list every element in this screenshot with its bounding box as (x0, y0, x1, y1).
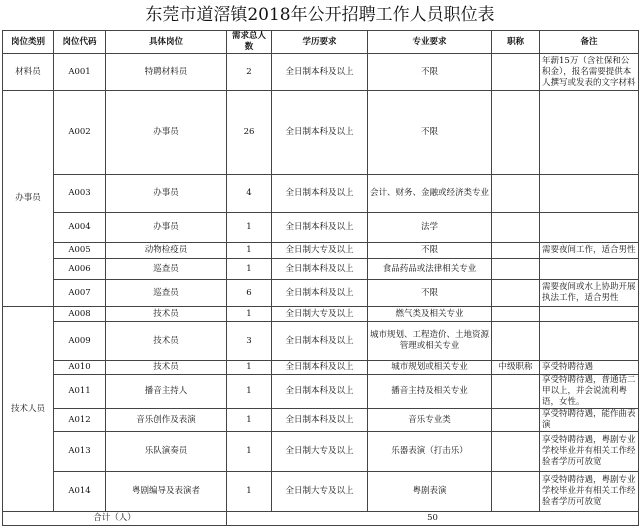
count-cell: 26 (227, 91, 272, 175)
table-row (3, 280, 639, 307)
position-cell: 办事员 (106, 175, 227, 213)
position-cell: 技术员 (106, 361, 227, 375)
code-cell: A011 (54, 375, 106, 409)
rank-cell (492, 175, 540, 213)
rank-cell (492, 280, 540, 307)
table-row (3, 213, 639, 243)
rank-cell (492, 472, 540, 512)
note-cell (540, 322, 639, 361)
position-cell: 巡查员 (106, 259, 227, 280)
major-cell: 不限 (368, 280, 492, 307)
note-cell (540, 259, 639, 280)
header-rank: 职称 (492, 31, 540, 54)
count-cell: 1 (227, 213, 272, 243)
major-cell: 城市规划、工程造价、土地资源管理或相关专业 (368, 322, 492, 361)
header-position: 具体岗位 (106, 31, 227, 54)
table-row (3, 243, 639, 259)
rank-cell (492, 307, 540, 322)
education-cell: 全日制本科及以上 (272, 375, 368, 409)
note-cell (540, 54, 639, 91)
major-cell: 不限 (368, 54, 492, 91)
table-row (3, 307, 639, 322)
position-cell: 粤剧编导及表演者 (106, 472, 227, 512)
code-cell: A007 (54, 280, 106, 307)
count-cell: 3 (227, 322, 272, 361)
page-title: 东莞市道滘镇2018年公开招聘工作人员职位表 (145, 5, 495, 25)
table-header-row (3, 31, 639, 54)
position-cell: 音乐创作及表演 (106, 409, 227, 432)
total-label: 合计（人） (3, 512, 227, 526)
note-cell (540, 91, 639, 175)
education-cell: 全日制本科及以上 (272, 91, 368, 175)
code-cell: A004 (54, 213, 106, 243)
positions-table (2, 30, 639, 526)
rank-cell (492, 259, 540, 280)
note-cell (540, 175, 639, 213)
rank-cell (492, 409, 540, 432)
education-cell: 全日制大专及以上 (272, 472, 368, 512)
code-cell: A005 (54, 243, 106, 259)
education-cell: 全日制本科及以上 (272, 54, 368, 91)
rank-cell (492, 375, 540, 409)
education-cell: 全日制本科及以上 (272, 259, 368, 280)
education-cell: 全日制本科及以上 (272, 175, 368, 213)
major-cell: 播音主持及相关专业 (368, 375, 492, 409)
education-cell: 全日制大专及以上 (272, 432, 368, 472)
education-cell: 全日制大专及以上 (272, 243, 368, 259)
count-cell: 1 (227, 432, 272, 472)
position-cell: 办事员 (106, 213, 227, 243)
code-cell: A010 (54, 361, 106, 375)
education-cell: 全日制本科及以上 (272, 213, 368, 243)
education-cell: 全日制大专及以上 (272, 307, 368, 322)
education-cell: 全日制本科及以上 (272, 361, 368, 375)
code-cell: A002 (54, 91, 106, 175)
count-cell: 1 (227, 307, 272, 322)
header-education: 学历要求 (272, 31, 368, 54)
education-cell: 全日制本科及以上 (272, 280, 368, 307)
position-cell: 办事员 (106, 91, 227, 175)
rank-cell (492, 243, 540, 259)
major-cell: 法学 (368, 213, 492, 243)
header-major: 专业要求 (368, 31, 492, 54)
count-cell: 2 (227, 54, 272, 91)
note-cell (540, 213, 639, 243)
note-cell: 需要夜间工作，适合男性 (540, 243, 639, 259)
major-cell: 不限 (368, 91, 492, 175)
note-cell: 享受特聘待遇 (540, 361, 639, 375)
code-cell: A013 (54, 432, 106, 472)
total-value: 50 (227, 512, 639, 526)
count-cell: 1 (227, 361, 272, 375)
code-cell: A001 (54, 54, 106, 91)
major-cell: 音乐专业类 (368, 409, 492, 432)
note-text: 年薪15万（含社保和公积金），报名需要提供本人撰写或发表的文字材料 (542, 56, 636, 88)
education-cell: 全日制本科及以上 (272, 409, 368, 432)
table-row (3, 175, 639, 213)
header-count: 需求总人数 (227, 31, 272, 54)
count-cell: 1 (227, 259, 272, 280)
rank-cell: 中级职称 (492, 361, 540, 375)
count-cell: 1 (227, 472, 272, 512)
table-row (3, 259, 639, 280)
position-cell: 动物检疫员 (106, 243, 227, 259)
major-cell: 燃气类及相关专业 (368, 307, 492, 322)
note-cell: 享受特聘待遇，普通话二甲以上，并会说流利粤语，女性。 (540, 375, 639, 409)
count-cell: 1 (227, 243, 272, 259)
note-cell: 享受特聘待遇，粤剧专业学校毕业并有相关工作经验者学历可放宽 (540, 432, 639, 472)
rank-cell (492, 54, 540, 91)
table-row (3, 361, 639, 375)
code-cell: A008 (54, 307, 106, 322)
major-cell: 乐器表演（打击乐） (368, 432, 492, 472)
note-cell: 享受特聘待遇，能作曲表演 (540, 409, 639, 432)
table-row (3, 91, 639, 175)
code-cell: A003 (54, 175, 106, 213)
code-cell: A014 (54, 472, 106, 512)
note-cell: 需要夜间或水上协助开展执法工作，适合男性 (540, 280, 639, 307)
header-note: 备注 (540, 31, 639, 54)
major-cell: 会计、财务、金融或经济类专业 (368, 175, 492, 213)
table-row (3, 375, 639, 409)
rank-cell (492, 91, 540, 175)
position-cell: 播音主持人 (106, 375, 227, 409)
position-cell: 乐队演奏员 (106, 432, 227, 472)
position-cell: 技术员 (106, 322, 227, 361)
count-cell: 6 (227, 280, 272, 307)
table-row (3, 472, 639, 512)
rank-cell (492, 432, 540, 472)
major-cell: 粤剧表演 (368, 472, 492, 512)
education-cell: 全日制本科及以上 (272, 322, 368, 361)
rank-cell (492, 322, 540, 361)
count-cell: 1 (227, 375, 272, 409)
count-cell: 1 (227, 409, 272, 432)
position-cell: 巡查员 (106, 280, 227, 307)
category-cell: 材料员 (3, 54, 54, 91)
major-cell: 食品药品或法律相关专业 (368, 259, 492, 280)
count-cell: 4 (227, 175, 272, 213)
position-cell: 特聘材料员 (106, 54, 227, 91)
category-cell: 技术人员 (3, 307, 54, 512)
table-row (3, 409, 639, 432)
rank-cell (492, 213, 540, 243)
category-cell: 办事员 (3, 91, 54, 307)
note-cell (540, 307, 639, 322)
table-row (3, 54, 639, 91)
code-cell: A009 (54, 322, 106, 361)
code-cell: A012 (54, 409, 106, 432)
table-row (3, 432, 639, 472)
header-code: 岗位代码 (54, 31, 106, 54)
total-row (3, 512, 639, 526)
header-category: 岗位类别 (3, 31, 54, 54)
note-cell: 享受特聘待遇，粤剧专业学校毕业并有相关工作经验者学历可放宽 (540, 472, 639, 512)
major-cell: 城市规划或相关专业 (368, 361, 492, 375)
major-cell: 不限 (368, 243, 492, 259)
position-cell: 技术员 (106, 307, 227, 322)
table-row (3, 322, 639, 361)
code-cell: A006 (54, 259, 106, 280)
